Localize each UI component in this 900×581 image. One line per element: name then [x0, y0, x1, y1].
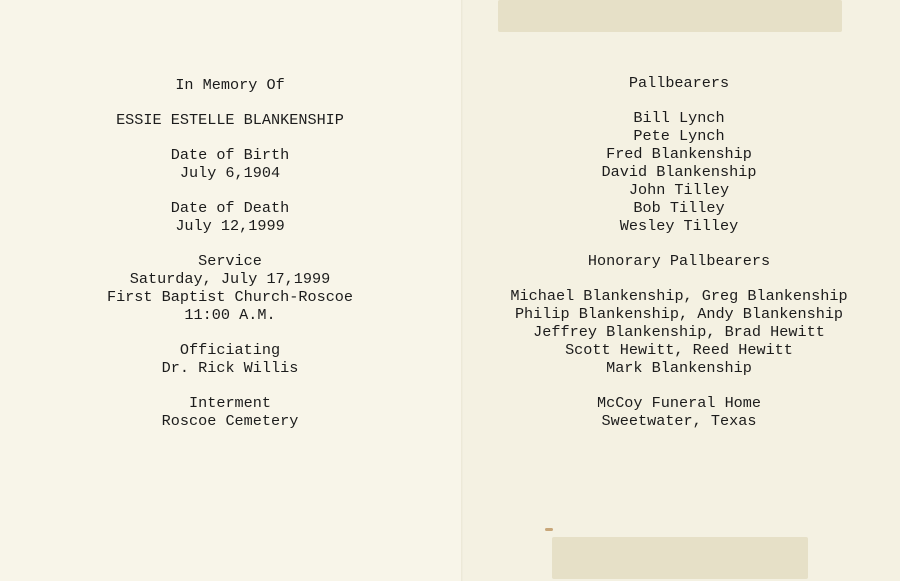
memorial-heading: In Memory Of [175, 76, 285, 94]
pallbearer-info [478, 74, 880, 430]
birth-date: July 6,1904 [179, 164, 281, 182]
tape-strip-bottom [552, 537, 808, 579]
service-place: First Baptist Church-Roscoe [106, 288, 354, 306]
pallbearer-name: John Tilley [628, 181, 730, 199]
death-date: July 12,1999 [175, 217, 285, 235]
interment-label: Interment [188, 394, 272, 412]
interment-place: Roscoe Cemetery [161, 412, 299, 430]
service-label: Service [198, 252, 262, 270]
officiating-label: Officiating [179, 341, 281, 359]
pallbearer-name: Bob Tilley [633, 199, 725, 217]
paper-mark [545, 528, 553, 531]
officiant-name: Dr. Rick Willis [161, 359, 299, 377]
pallbearer-name: Pete Lynch [633, 127, 725, 145]
service-time: 11:00 A.M. [184, 306, 276, 324]
birth-label: Date of Birth [170, 146, 290, 164]
pallbearer-name: Bill Lynch [633, 109, 725, 127]
honorary-names: Mark Blankenship [606, 359, 752, 377]
pallbearer-name: Fred Blankenship [606, 145, 752, 163]
tape-strip-top [498, 0, 842, 32]
funeral-home-city: Sweetwater, Texas [601, 412, 757, 430]
pallbearers-heading: Pallbearers [628, 74, 730, 92]
memorial-info [30, 76, 430, 430]
deceased-name: ESSIE ESTELLE BLANKENSHIP [116, 111, 344, 129]
honorary-names: Scott Hewitt, Reed Hewitt [565, 341, 793, 359]
service-date: Saturday, July 17,1999 [129, 270, 331, 288]
funeral-home-name: McCoy Funeral Home [596, 394, 762, 412]
pallbearer-name: Wesley Tilley [619, 217, 739, 235]
honorary-heading: Honorary Pallbearers [587, 252, 771, 270]
honorary-names: Michael Blankenship, Greg Blankenship [510, 287, 848, 305]
pallbearer-name: David Blankenship [601, 163, 757, 181]
fold-line [461, 0, 463, 581]
honorary-names: Jeffrey Blankenship, Brad Hewitt [533, 323, 825, 341]
death-label: Date of Death [170, 199, 290, 217]
honorary-names: Philip Blankenship, Andy Blankenship [514, 305, 844, 323]
